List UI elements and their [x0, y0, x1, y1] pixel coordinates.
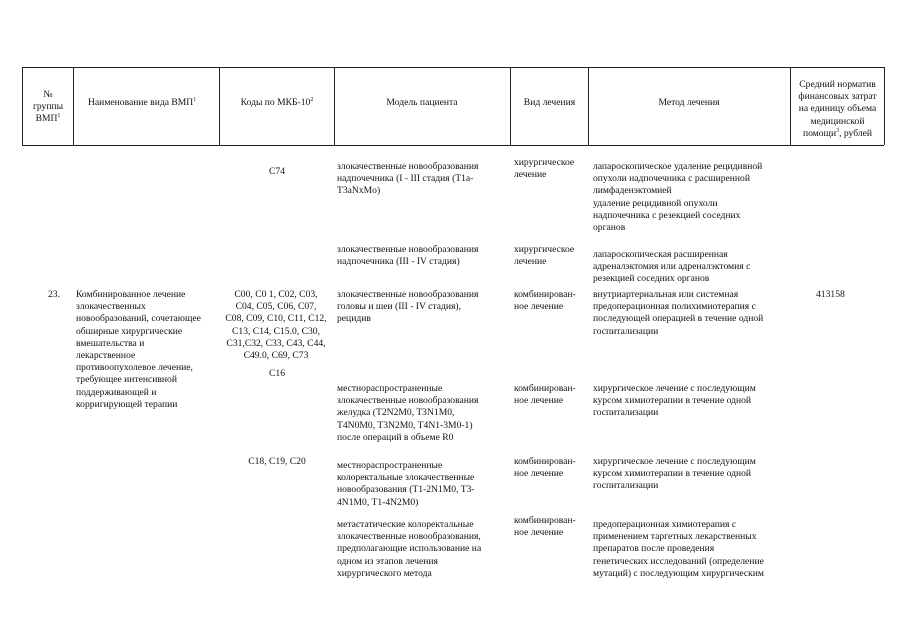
patient-model: злокачественные новообразования надпочечника (III - IV стадия): [337, 244, 479, 268]
treatment-type: комбинирован- ное лечение: [514, 289, 576, 313]
group-cost-value: 413158: [816, 289, 845, 300]
header-divider: [510, 67, 511, 145]
treatment-method: хирургическое лечение с последующим курсом химиотерапии в течение одной госпитализации: [593, 456, 756, 492]
treatment-method: внутриартериальная или системная предоперационная полихимиотерапия с последующей операцией в течение одной госпитализации: [593, 289, 764, 337]
header-treatment-method: Метод лечения: [658, 97, 720, 108]
header-divider: [73, 67, 74, 145]
patient-model: злокачественные новообразования надпочечника (I - III стадия (T1a- T3aNxMo): [337, 161, 479, 197]
treatment-type: комбинирован- ное лечение: [514, 515, 576, 539]
header-vmp-name: Наименование вида ВМП$^1$: [88, 96, 197, 108]
header-divider: [588, 67, 589, 145]
table-top-border: [22, 67, 884, 68]
icd-code-c74: C74: [269, 166, 285, 177]
header-bottom-border: [22, 145, 884, 146]
patient-model: местнораспространенные колоректальные злокачественные новообразования (T1-2N1M0, T3- 4N1M0, T1-4N2M0): [337, 460, 475, 508]
header-icd-codes: Коды по МКБ-$10^2$: [240, 96, 314, 108]
icd-codes-colorectal: C18, C19, C20: [248, 456, 306, 467]
treatment-method: лапароскопическая расширенная адреналэктомия или адреналэктомия с резекцией соседних органов: [593, 249, 751, 285]
group-number: 23.: [48, 289, 60, 300]
treatment-type: хирургическое лечение: [514, 157, 575, 181]
header-divider: [334, 67, 335, 145]
treatment-method: хирургическое лечение с последующим курсом химиотерапии в течение одной госпитализации: [593, 383, 756, 419]
patient-model: местнораспространенные злокачественные новообразования желудка (T2N2M0, T3N1M0, T4N0M0, T3N2M0, T4N1-3M0-1) после операций в объеме R0: [337, 383, 479, 443]
icd-code-c16: C16: [269, 368, 285, 379]
header-divider: [884, 67, 885, 145]
treatment-type: комбинирован- ное лечение: [514, 456, 576, 480]
group-vmp-name: Комбинированное лечение злокачественных новообразований, сочетающее обширные хирургические вмешательства и лекарственное противоопухолевое лечение, требующее интенсивной поддерживающей и корригирующей терапии: [76, 289, 201, 410]
icd-codes-head-neck: C00, C0 1, C02, C03, C04, C05, C06, C07, C08, C09, C10, C11, C12, C13, C14, C15.0, C30, C31,C32, C33, C43, C44, C49.0, C69, C73: [225, 289, 327, 362]
treatment-type: хирургическое лечение: [514, 244, 575, 268]
header-patient-model: Модель пациента: [386, 97, 458, 108]
header-divider: [219, 67, 220, 145]
header-cost-norm: Средний норматив финансовых затрат на единицу объема медицинской помощи$^3$, рублей: [798, 79, 877, 139]
treatment-method: лапароскопическое удаление рецидивной опухоли надпочечника с расширенной лимфаденэктомией удаление рецидивной опухоли надпочечника с резекцией соседних органов: [593, 161, 763, 234]
patient-model: метастатические колоректальные злокачественные новообразования, предполагающие использование на одном из этапов лечения хирургического метода: [337, 519, 482, 579]
header-group-number: № группы ВМП$^1$: [32, 89, 64, 125]
treatment-type: комбинирован- ное лечение: [514, 383, 576, 407]
header-treatment-type: Вид лечения: [523, 97, 576, 108]
treatment-method: предоперационная химиотерапия с применением таргетных лекарственных препаратов после проведения генетических исследований (определение мутаций) с последующим хирургическим: [593, 519, 764, 579]
patient-model: злокачественные новообразования головы и шеи (III - IV стадия), рецидив: [337, 289, 479, 325]
header-divider: [22, 67, 23, 145]
